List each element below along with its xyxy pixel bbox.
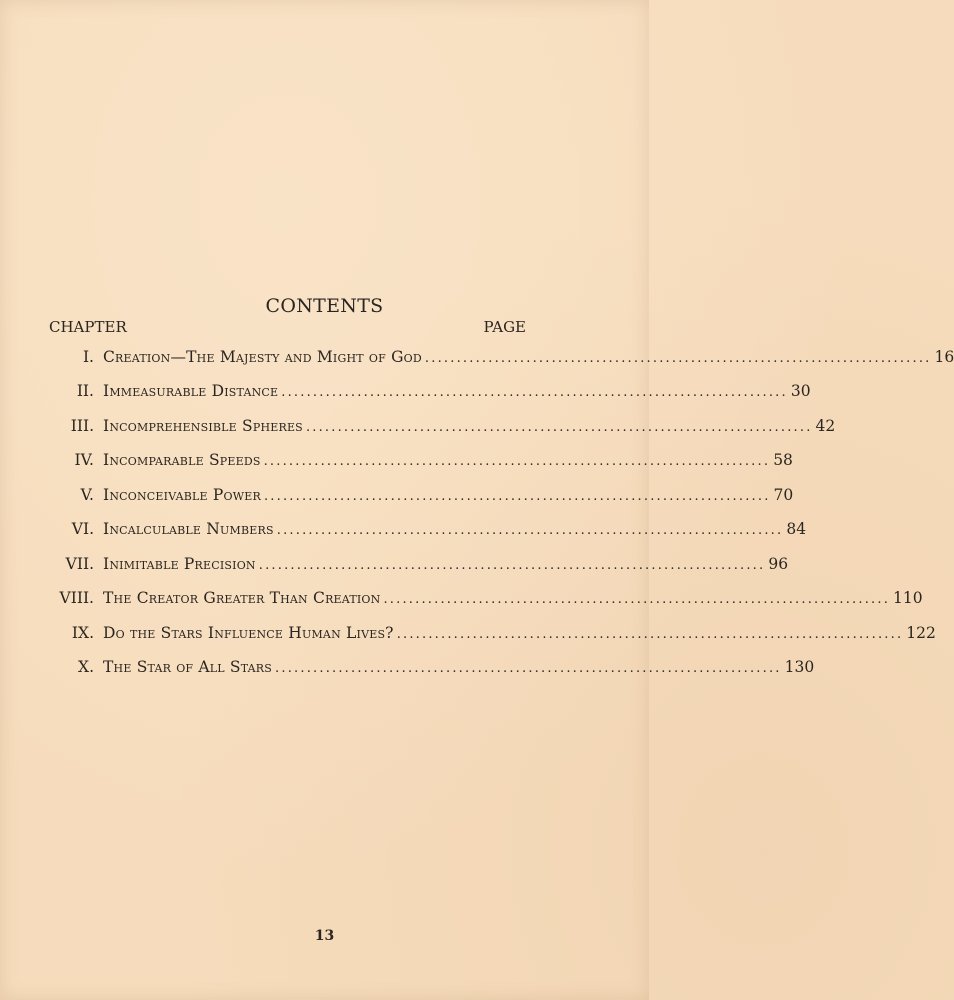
dot-leader: ................................................................................ (258, 558, 766, 573)
chapter-page-number: 122 (906, 624, 936, 642)
chapter-title: Incomparable Speeds (103, 451, 261, 469)
toc-entry-4 (0, 448, 793, 472)
dot-leader: ................................................................................ (276, 523, 784, 538)
chapter-page-number: 42 (815, 417, 836, 435)
chapter-numeral: VII. (65, 555, 94, 573)
dot-leader: ................................................................................ (281, 385, 788, 400)
chapter-page-number: 110 (893, 589, 923, 607)
chapter-title: The Creator Greater Than Creation (103, 589, 381, 607)
dot-leader: ................................................................................ (275, 661, 782, 676)
chapter-title: Inimitable Precision (103, 555, 256, 573)
chapter-title: Incomprehensible Spheres (103, 417, 303, 435)
dot-leader: ................................................................................ (424, 351, 932, 366)
chapter-numeral: IV. (74, 451, 94, 469)
toc-entry-7 (0, 552, 789, 576)
chapter-numeral: V. (80, 486, 94, 504)
toc-entry-6 (0, 517, 807, 541)
chapter-numeral: I. (82, 348, 94, 366)
chapter-page-number: 84 (786, 520, 807, 538)
column-headers (49, 318, 526, 338)
chapter-numeral: IX. (71, 624, 94, 642)
chapter-title: Inconceivable Power (103, 486, 261, 504)
chapter-title: Creation—The Majesty and Might of God (103, 348, 422, 366)
toc-entry-2 (0, 379, 811, 403)
chapter-title: Immeasurable Distance (103, 382, 279, 400)
chapter-page-number: 58 (773, 451, 793, 469)
contents-heading: CONTENTS (265, 295, 384, 317)
chapter-page-number: 96 (768, 555, 789, 573)
dot-leader: ................................................................................ (396, 627, 904, 642)
chapter-title: Do the Stars Influence Human Lives? (103, 624, 394, 642)
chapter-title: Incalculable Numbers (103, 520, 274, 538)
dot-leader: ................................................................................ (305, 420, 813, 435)
chapter-numeral: VI. (71, 520, 94, 538)
chapter-numeral: VIII. (59, 589, 94, 607)
chapter-page-number: 16 (934, 348, 954, 366)
dot-leader: ................................................................................ (383, 592, 891, 607)
toc-entry-9 (0, 621, 936, 645)
chapter-column-label: CHAPTER (49, 318, 127, 336)
chapter-numeral: II. (76, 382, 94, 400)
toc-entry-10 (0, 655, 815, 679)
toc-entry-5 (0, 483, 794, 507)
chapter-numeral: X. (78, 658, 94, 676)
chapter-title: The Star of All Stars (103, 658, 273, 676)
chapter-numeral: III. (70, 417, 94, 435)
toc-entry-3 (0, 414, 836, 438)
chapter-page-number: 130 (784, 658, 815, 676)
dot-leader: ................................................................................ (263, 489, 771, 504)
dot-leader: ................................................................................ (263, 454, 771, 469)
toc-entry-8 (0, 586, 923, 610)
page-number-footer: 13 (314, 928, 335, 944)
chapter-page-number: 30 (790, 382, 811, 400)
page-column-label: PAGE (483, 318, 526, 336)
chapter-page-number: 70 (773, 486, 794, 504)
toc-entry-1 (0, 345, 954, 369)
